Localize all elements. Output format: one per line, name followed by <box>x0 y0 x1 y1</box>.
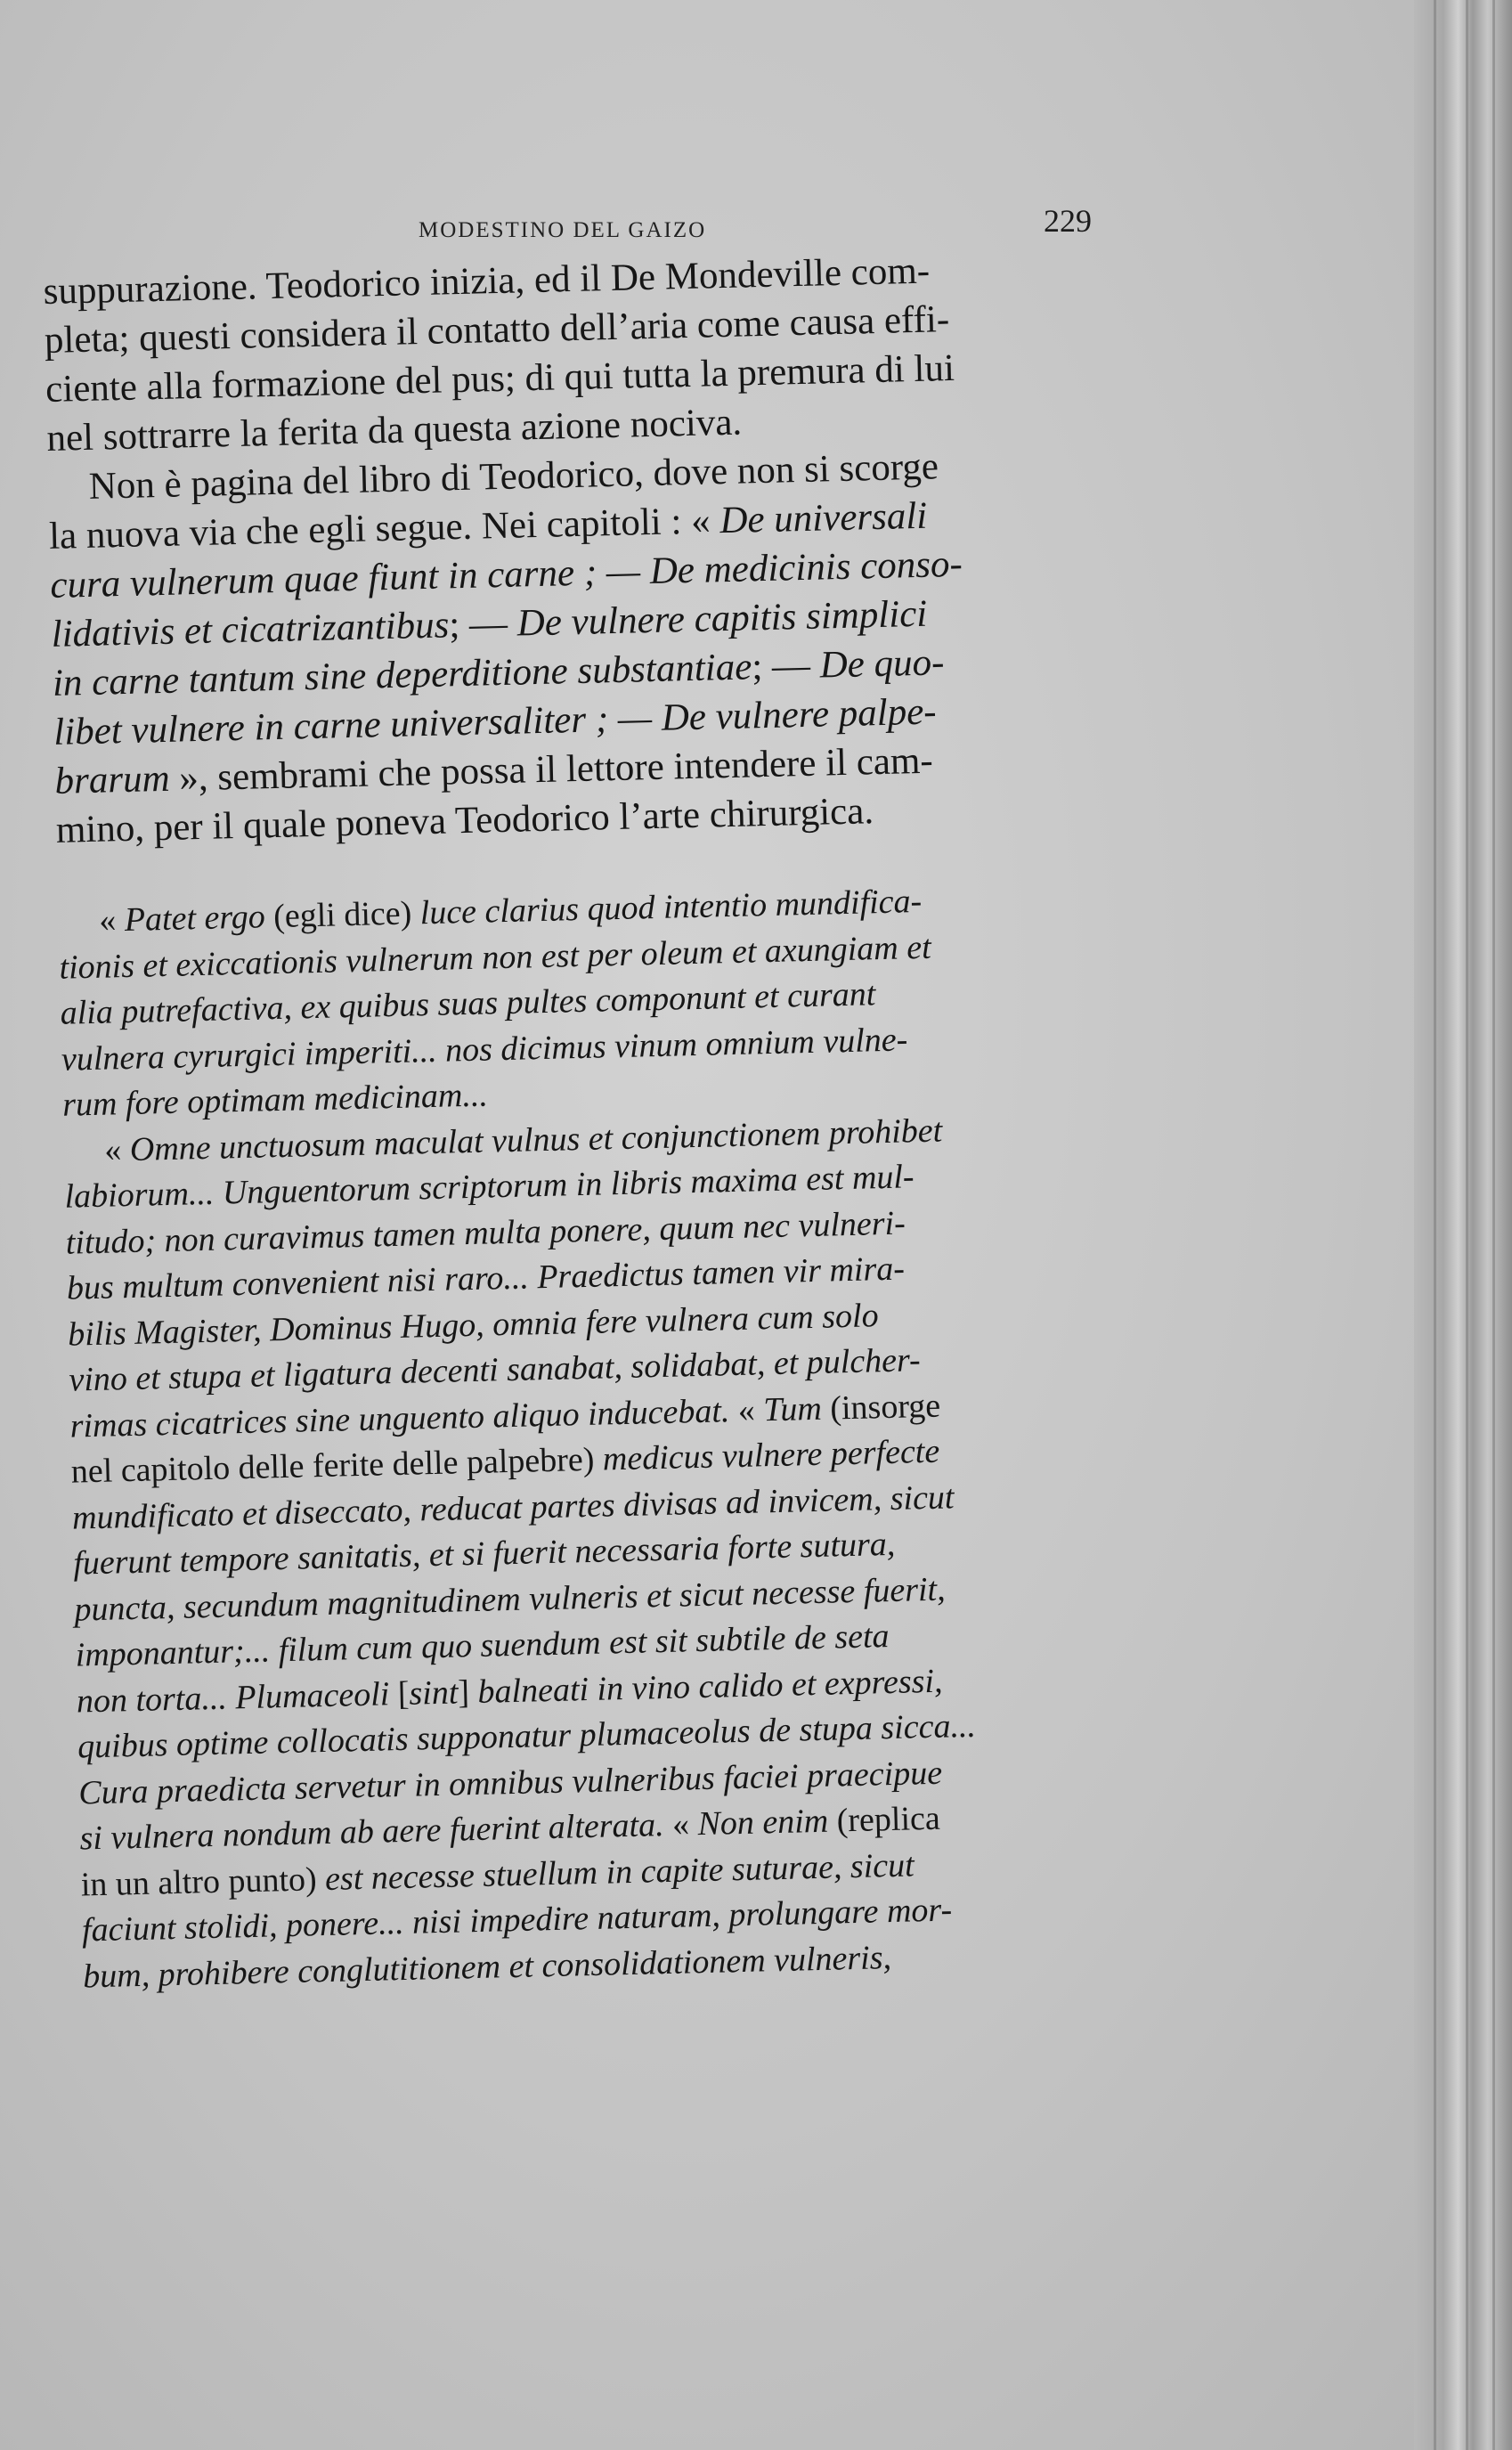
italic-text-segment: in carne tantum sine deperditione substantiae <box>52 646 752 704</box>
text-segment: nel capitolo delle ferite delle palpebre) <box>70 1440 604 1491</box>
italic-text-segment: labiorum... Unguentorum scriptorum in libris maxima est mul- <box>64 1158 915 1216</box>
text-segment: ] <box>457 1673 479 1711</box>
page-header <box>0 200 1512 254</box>
italic-text-segment: Non enim <box>697 1802 829 1844</box>
binding-shadow-line <box>1466 0 1468 2450</box>
italic-text-segment: cura vulnerum quae fiunt in carne ; — De medicinis conso- <box>49 542 963 606</box>
paragraph-1 <box>43 242 1111 463</box>
italic-text-segment: luce clarius quod intentio mundifica- <box>419 882 923 932</box>
text-segment: nel sottrarre la ferita da questa azione nociva. <box>45 401 743 460</box>
italic-text-segment: De vulnere capitis simplici <box>516 592 928 645</box>
text-segment: ciente alla formazione del pus; di qui tutta la premura di lui <box>45 346 955 411</box>
running-head: MODESTINO DEL GAIZO <box>419 218 707 242</box>
book-binding-edge <box>1414 0 1512 2450</box>
text-segment: ; — <box>448 602 518 647</box>
italic-text-segment: De quo- <box>819 641 945 687</box>
italic-text-segment: vino et stupa et ligatura decenti sanabat, solidabat, et pulcher- <box>68 1341 922 1399</box>
text-segment: « <box>728 1390 764 1429</box>
italic-text-segment: fuerunt tempore sanitatis, et si fuerit necessaria forte sutura, <box>72 1525 896 1583</box>
italic-text-segment: imponantur;... filum cum quo suendum est sit subtile de seta <box>75 1617 890 1674</box>
italic-text-segment: medicus vulnere perfecte <box>602 1432 940 1478</box>
quotation-block-1 <box>58 875 1127 1129</box>
italic-text-segment: libet vulnere in carne universaliter ; — De vulnere palpe- <box>53 690 938 753</box>
italic-text-segment: bum, prohibere conglutitionem et consolidationem vulneris, <box>82 1938 892 1995</box>
italic-text-segment: Omne unctuosum maculat vulnus et conjunctionem prohibet <box>129 1111 943 1168</box>
binding-shadow-line <box>1492 0 1495 2450</box>
text-segment: (insorge <box>821 1387 941 1428</box>
text-segment: ; — <box>751 644 821 688</box>
italic-text-segment: non torta... Plumaceoli <box>76 1674 399 1721</box>
italic-text-segment: alia putrefactiva, ex quibus suas pultes componunt et curant <box>60 975 876 1032</box>
text-segment: « <box>103 1130 131 1169</box>
italic-text-segment: faciunt stolidi, ponere... nisi impedire naturam, prolungare mor- <box>81 1891 953 1949</box>
italic-text-segment: vulnera cyrurgici imperiti... nos dicimus vinum omnium vulne- <box>61 1020 908 1078</box>
italic-text-segment: Patet ergo <box>124 898 266 940</box>
body-text <box>43 242 1148 2000</box>
italic-text-segment: bilis Magister, Dominus Hugo, omnia fere vulnera cum solo <box>67 1296 880 1354</box>
text-segment: in un altro punto) <box>80 1860 326 1903</box>
italic-text-segment: Cura praedicta servetur in omnibus vulneribus faciei praecipue <box>77 1754 943 1812</box>
italic-text-segment: titudo; non curavimus tamen multa ponere, quum nec vulneri- <box>65 1203 906 1262</box>
italic-text-segment: lidativis et cicatrizantibus <box>51 604 450 655</box>
text-segment: [ <box>397 1674 410 1713</box>
italic-text-segment: rum fore optimam medicinam... <box>61 1076 489 1124</box>
italic-text-segment: sint <box>408 1673 459 1713</box>
text-segment: la nuova via che egli segue. Nei capitoli : « <box>48 500 720 558</box>
text-segment: (replica <box>827 1799 941 1840</box>
italic-text-segment: bus multum convenient nisi raro... Praedictus tamen vir mira- <box>66 1249 906 1307</box>
italic-text-segment: Tum <box>762 1389 823 1428</box>
text-segment: pleta; questi considera il contatto dell’aria come causa effi- <box>44 298 950 362</box>
paragraph-2 <box>47 438 1120 855</box>
page-number: 229 <box>1044 203 1092 239</box>
text-segment: suppurazione. Teodorico inizia, ed il De Mondeville com- <box>43 249 931 313</box>
italic-text-segment: brarum <box>54 757 171 802</box>
quotation-block-2 <box>63 1103 1148 1999</box>
italic-text-segment: mundificato et diseccato, reducat partes divisas ad invicem, sicut <box>71 1477 955 1537</box>
text-segment: (egli dice) <box>264 894 421 936</box>
italic-text-segment: si vulnera nondum ab aere fuerint alterata. <box>79 1806 665 1858</box>
text-segment: », sembrami che possa il lettore intendere il cam- <box>169 739 934 800</box>
text-segment: « <box>98 901 126 940</box>
italic-text-segment: est necesse stuellum in capite suturae, sicut <box>324 1845 915 1898</box>
italic-text-segment: De universali <box>719 494 928 542</box>
text-segment: mino, per il quale poneva Teodorico l’arte chirurgica. <box>55 790 874 851</box>
text-segment: Non è pagina del libro di Teodorico, dove non si scorge <box>88 445 939 508</box>
text-segment: « <box>663 1805 699 1844</box>
italic-text-segment: tionis et exiccationis vulnerum non est per oleum et axungiam et <box>59 928 932 987</box>
italic-text-segment: puncta, secundum magnitudinem vulneris et sicut necesse fuerit, <box>74 1570 947 1629</box>
italic-text-segment: quibus optime collocatis supponatur plumaceolus de stupa sicca... <box>77 1706 977 1766</box>
italic-text-segment: rimas cicatrices sine unguento aliquo inducebat. <box>69 1391 730 1445</box>
italic-text-segment: balneati in vino calido et expressi, <box>477 1662 943 1711</box>
binding-shadow-line <box>1434 0 1436 2450</box>
